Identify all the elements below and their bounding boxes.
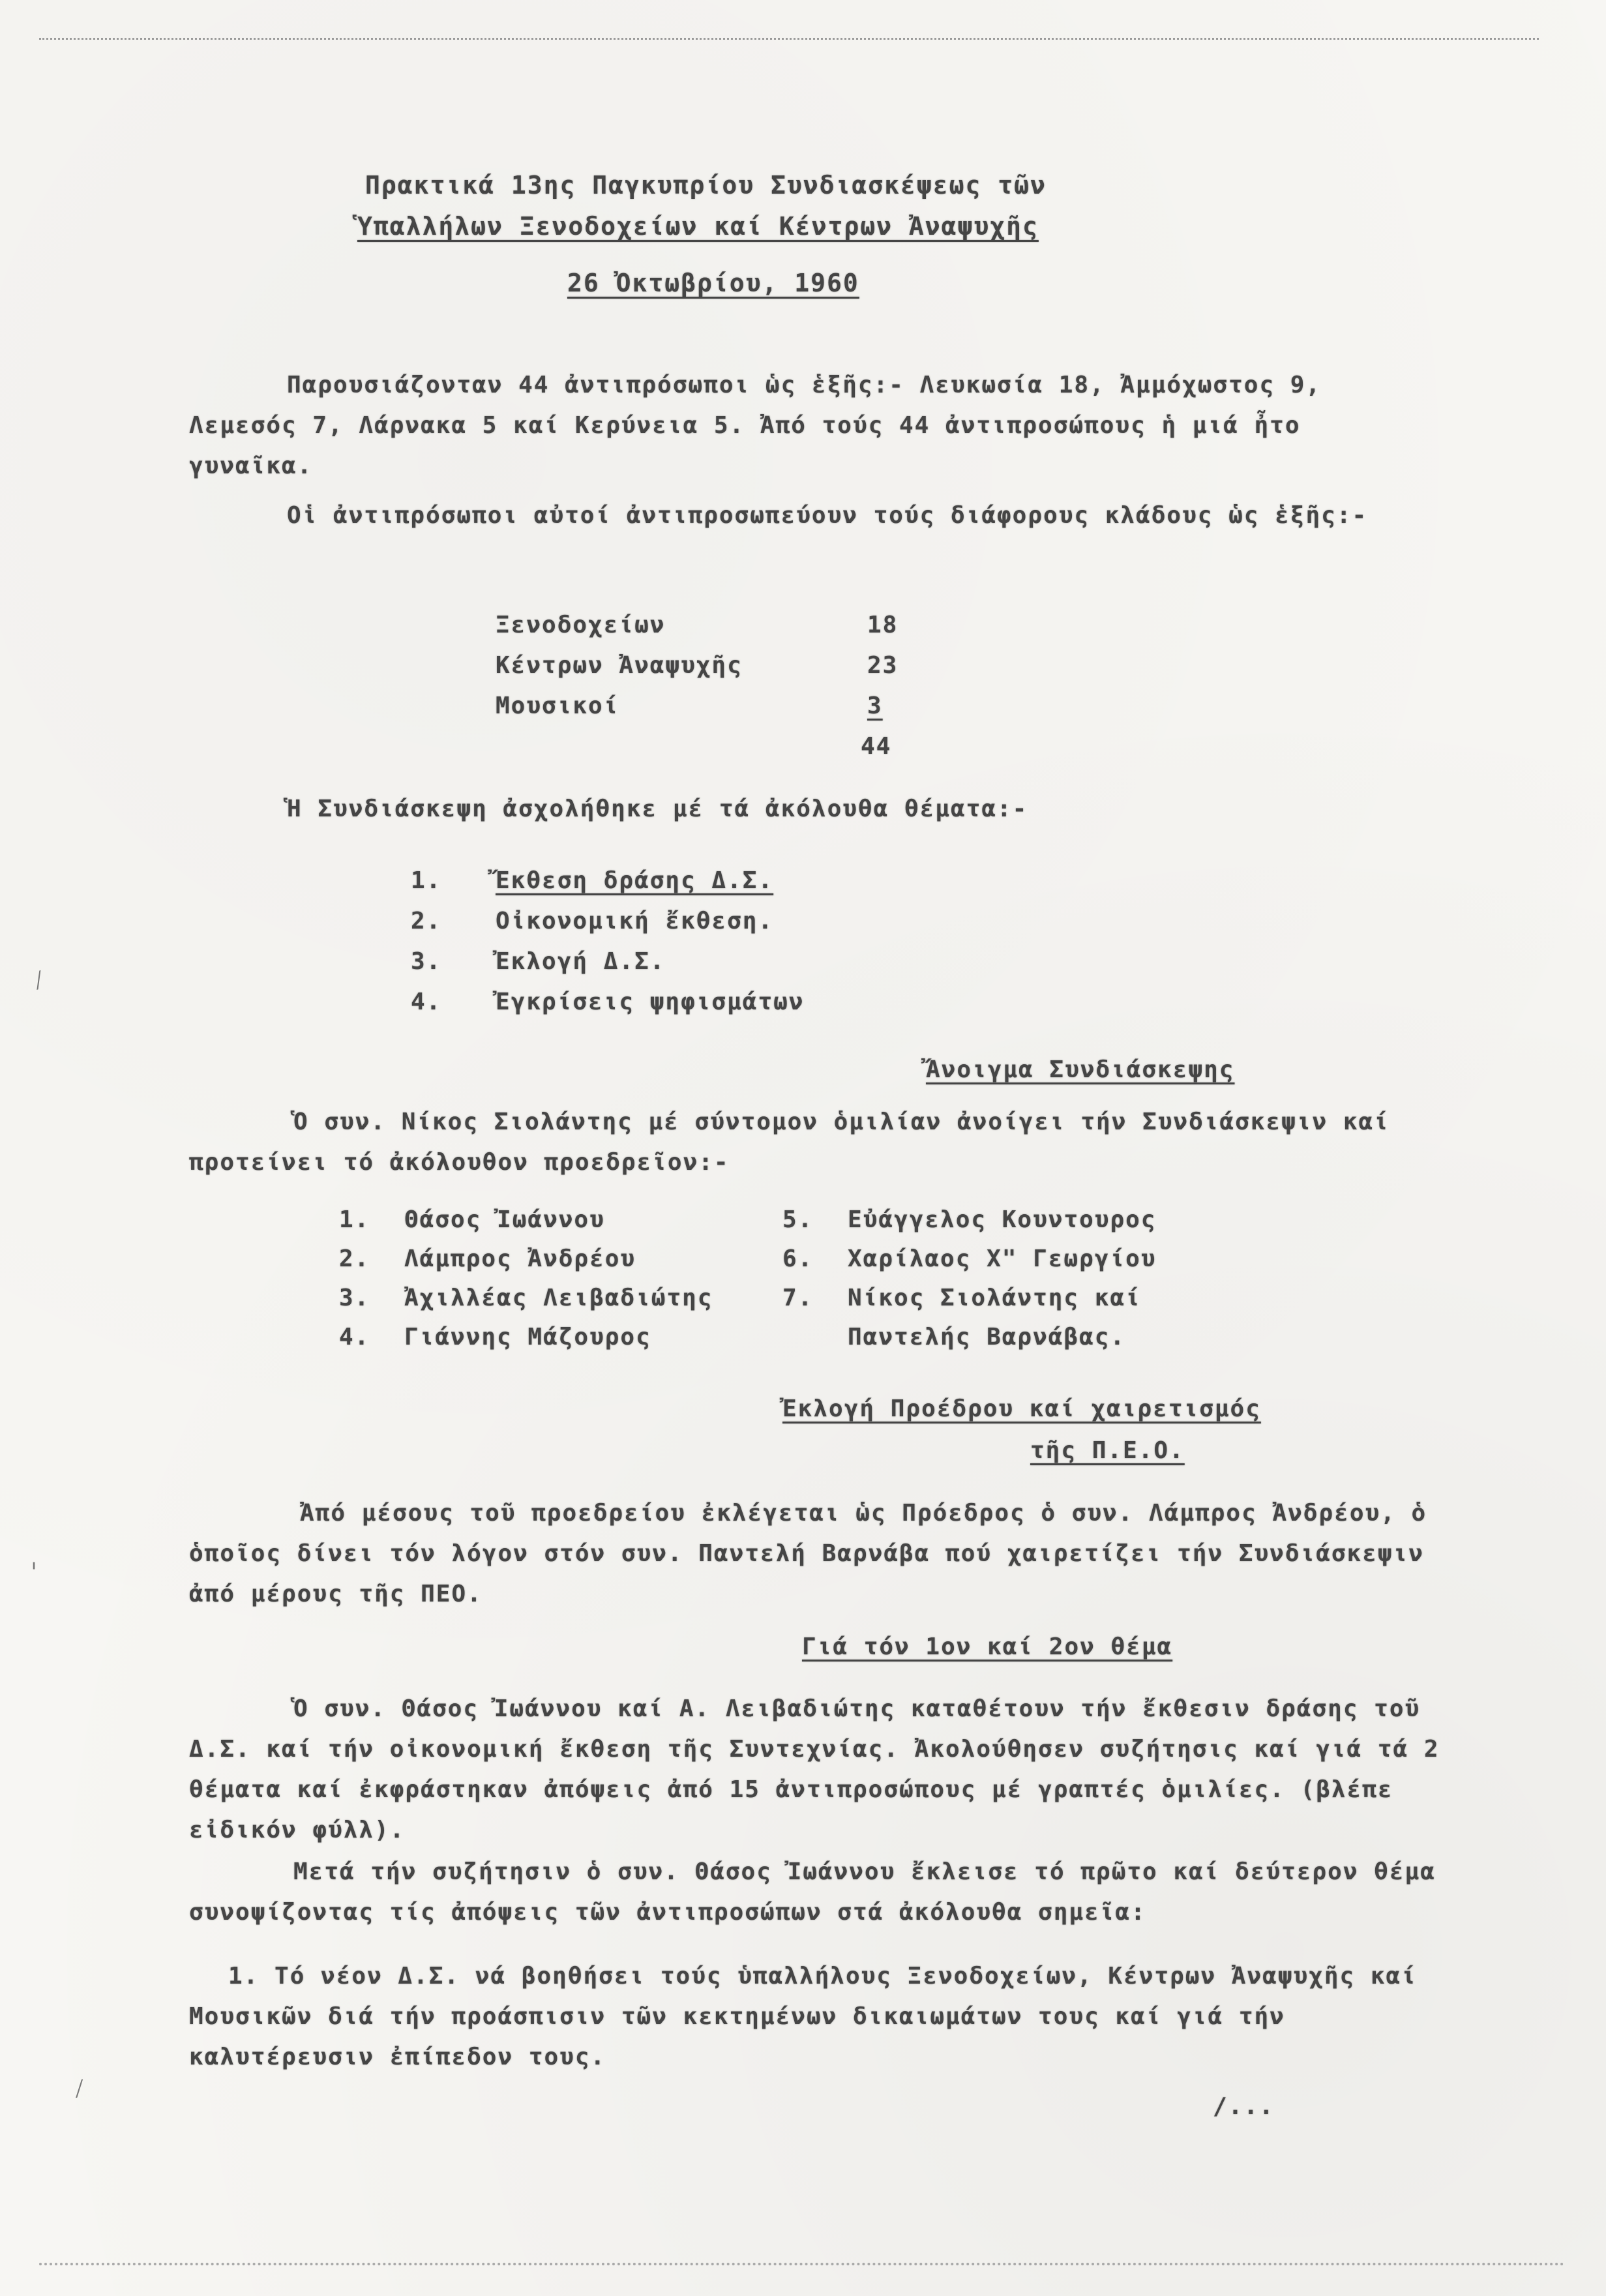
- presidium-num-6: 6.: [782, 1245, 814, 1272]
- agenda-intro: Ἡ Συνδιάσκεψη ἀσχολήθηκε μέ τά ἀκόλουθα θέματα:-: [287, 796, 1028, 822]
- branch-label-1: Ξενοδοχείων: [496, 612, 666, 638]
- presidium-num-5: 5.: [782, 1206, 814, 1233]
- scan-bottom-edge: [39, 2263, 1565, 2268]
- branch-value-3: 3: [867, 693, 883, 719]
- presidium-num-4: 4.: [339, 1324, 370, 1350]
- intro-paragraph-1: Παρουσιάζονταν 44 ἀντιπρόσωποι ὡς ἑξῆς:- Λευκωσία 18, Ἀμμόχωστος 9, Λεμεσός 7, Λάρνακα 5 καί Κερύνεια 5. Ἀπό τούς 44 ἀντιπροσώπους ἡ μιά ἦτο γυναῖκα.: [189, 372, 1322, 479]
- header-title-line1: Πρακτικά 13ης Παγκυπρίου Συνδιασκέψεως τῶν: [365, 171, 1047, 200]
- presidium-name-8: Παντελής Βαρνάβας.: [848, 1324, 1126, 1350]
- branch-label-2: Κέντρων Ἀναψυχῆς: [496, 652, 743, 679]
- agenda-item-2: Οἰκονομική ἔκθεση.: [496, 908, 774, 934]
- intro-paragraph-2: Οἱ ἀντιπρόσωποι αὐτοί ἀντιπροσωπεύουν τούς διάφορους κλάδους ὡς ἑξῆς:-: [287, 502, 1368, 529]
- agenda-num-1: 1.: [411, 867, 442, 894]
- header-title-line2: Ὑπαλλήλων Ξενοδοχείων καί Κέντρων Ἀναψυχῆς: [357, 212, 1039, 241]
- topics-paragraph-2: Μετά τήν συζήτησιν ὁ συν. Θάσος Ἰωάννου ἔκλεισε τό πρῶτο καί δεύτερον θέμα συνοψίζοντας τίς ἀπόψεις τῶν ἀντιπροσώπων στά ἀκόλουθα σημεῖα:: [189, 1858, 1436, 1926]
- presidium-name-3: Ἀχιλλέας Λειβαδιώτης: [404, 1285, 713, 1311]
- presidium-num-7: 7.: [782, 1285, 814, 1311]
- presidium-num-1: 1.: [339, 1206, 370, 1233]
- agenda-item-1: Ἔκθεση δράσης Δ.Σ.: [496, 867, 774, 894]
- agenda-item-4: Ἐγκρίσεις ψηφισμάτων: [496, 989, 805, 1015]
- presidium-name-2: Λάμπρος Ἀνδρέου: [404, 1245, 636, 1272]
- presidium-num-3: 3.: [339, 1285, 370, 1311]
- agenda-num-3: 3.: [411, 948, 442, 975]
- agenda-num-4: 4.: [411, 989, 442, 1015]
- opening-paragraph: Ὁ συν. Νίκος Σιολάντης μέ σύντομον ὁμιλίαν ἀνοίγει τήν Συνδιάσκεψιν καί προτείνει τό ἀκόλουθον προεδρεῖον:-: [189, 1109, 1390, 1176]
- presidium-name-1: Θάσος Ἰωάννου: [404, 1206, 605, 1233]
- opening-heading: Ἄνοιγμα Συνδιάσκεψης: [926, 1056, 1235, 1083]
- branch-value-1: 18: [867, 612, 899, 638]
- presidium-name-6: Χαρίλαος Χ" Γεωργίου: [848, 1245, 1157, 1272]
- branch-label-3: Μουσικοί: [496, 693, 619, 719]
- branches-total: 44: [861, 733, 892, 760]
- agenda-item-3: Ἐκλογή Δ.Σ.: [496, 948, 666, 975]
- scan-top-edge: [39, 38, 1539, 42]
- election-heading-1: Ἐκλογή Προέδρου καί χαιρετισμός: [782, 1395, 1261, 1422]
- presidium-name-5: Εὐάγγελος Κουντουρος: [848, 1206, 1157, 1233]
- branch-value-2: 23: [867, 652, 899, 679]
- election-paragraph: Ἀπό μέσους τοῦ προεδρείου ἐκλέγεται ὡς Πρόεδρος ὁ συν. Λάμπρος Ἀνδρέου, ὁ ὁποῖος δίνει τόν λόγον στόν συν. Παντελή Βαρνάβα πού χαιρετίζει τήν Συνδιάσκεψιν ἀπό μέρους τῆς ΠΕΟ.: [189, 1500, 1427, 1607]
- topics-heading: Γιά τόν 1ον καί 2ον θέμα: [802, 1633, 1173, 1660]
- continuation-mark: /...: [1213, 2093, 1275, 2120]
- election-heading-2: τῆς Π.Ε.Ο.: [1030, 1437, 1185, 1464]
- agenda-num-2: 2.: [411, 908, 442, 934]
- presidium-num-2: 2.: [339, 1245, 370, 1272]
- header-date: 26 Ὀκτωβρίου, 1960: [567, 269, 859, 297]
- topics-paragraph-3: 1. Τό νέον Δ.Σ. νά βοηθήσει τούς ὑπαλλήλους Ξενοδοχείων, Κέντρων Ἀναψυχῆς καί Μουσικῶν διά τήν προάσπισιν τῶν κεκτημένων δικαιωμάτων τους καί γιά τήν καλυτέρευσιν ἐπίπεδον τους.: [189, 1963, 1417, 2070]
- scan-artifact-mark: ⁄: [26, 963, 52, 997]
- presidium-name-4: Γιάννης Μάζουρος: [404, 1324, 651, 1350]
- topics-paragraph-1: Ὁ συν. Θάσος Ἰωάννου καί Α. Λειβαδιώτης καταθέτουν τήν ἔκθεσιν δράσης τοῦ Δ.Σ. καί τήν οἰκονομική ἔκθεση τῆς Συντεχνίας. Ἀκολούθησεν συζήτησις καί γιά τά 2 θέματα καί ἐκφράστηκαν ἀπόψεις ἀπό 15 ἀντιπροσώπους μέ γραπτές ὁμιλίες. (βλέπε εἰδικόν φύλλ).: [189, 1695, 1440, 1843]
- scan-artifact-mark: ˈ: [26, 1558, 42, 1588]
- scan-artifact-mark: ⁄: [68, 2072, 90, 2105]
- presidium-name-7: Νίκος Σιολάντης καί: [848, 1285, 1141, 1311]
